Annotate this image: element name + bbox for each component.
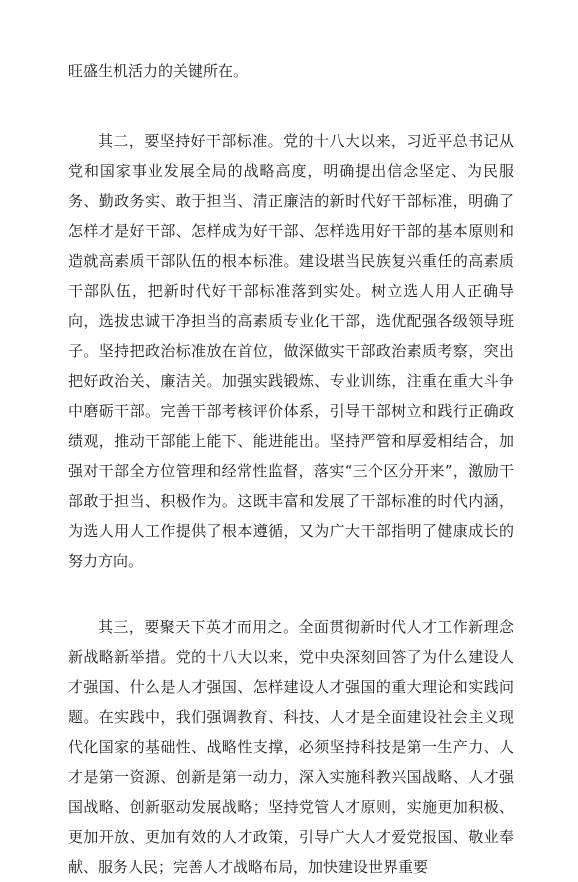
paragraph-cadre-standard: 其二，要坚持好干部标准。党的十八大以来，习近平总书记从党和国家事业发展全局的战略高度，明确提出信念坚定、为民服务、勤政务实、敢于担当、清正廉洁的新时代好干部标准，明确了怎样才是好干部、怎样成为好干部、怎样选用好干部的基本原则和造就高素质干部队伍的根本标准。建设堪当民族复兴重任的高素质干部队伍，把新时代好干部标准落到实处。树立选人用人正确导向，选拔忠诚干净担当的高素质专业化干部，选优配强各级领导班子。坚持把政治标准放在首位，做深做实干部政治素质考察，突出把好政治关、廉洁关。加强实践锻炼、专业训练，注重在重大斗争中磨砺干部。完善干部考核评价体系，引导干部树立和践行正确政绩观，推动干部能上能下、能进能出。坚持严管和厚爱相结合，加强对干部全方位管理和经常性监督，落实“三个区分开来”，激励干部敢于担当、积极作为。这既丰富和发展了干部标准的时代内涵，为选人用人工作提供了根本遵循，又为广大干部指明了健康成长的努力方向。 — [68, 132, 514, 570]
paragraph-continuation: 旺盛生机活力的关键所在。 — [68, 62, 249, 80]
paragraph-talent-policy: 其三，要聚天下英才而用之。全面贯彻新时代人才工作新理念新战略新举措。党的十八大以来，党中央深刻回答了为什么建设人才强国、什么是人才强国、怎样建设人才强国的重大理论和实践问题。在实践中，我们强调教育、科技、人才是全面建设社会主义现代化国家的基础性、战略性支撑，必须坚持科技是第一生产力、人才是第一资源、创新是第一动力，深入实施科教兴国战略、人才强国战略、创新驱动发展战略；坚持党管人才原则，实施更加积极、更加开放、更加有效的人才政策，引导广大人才爱党报国、敬业奉献、服务人民；完善人才战略布局，加快建设世界重要 — [68, 618, 514, 876]
